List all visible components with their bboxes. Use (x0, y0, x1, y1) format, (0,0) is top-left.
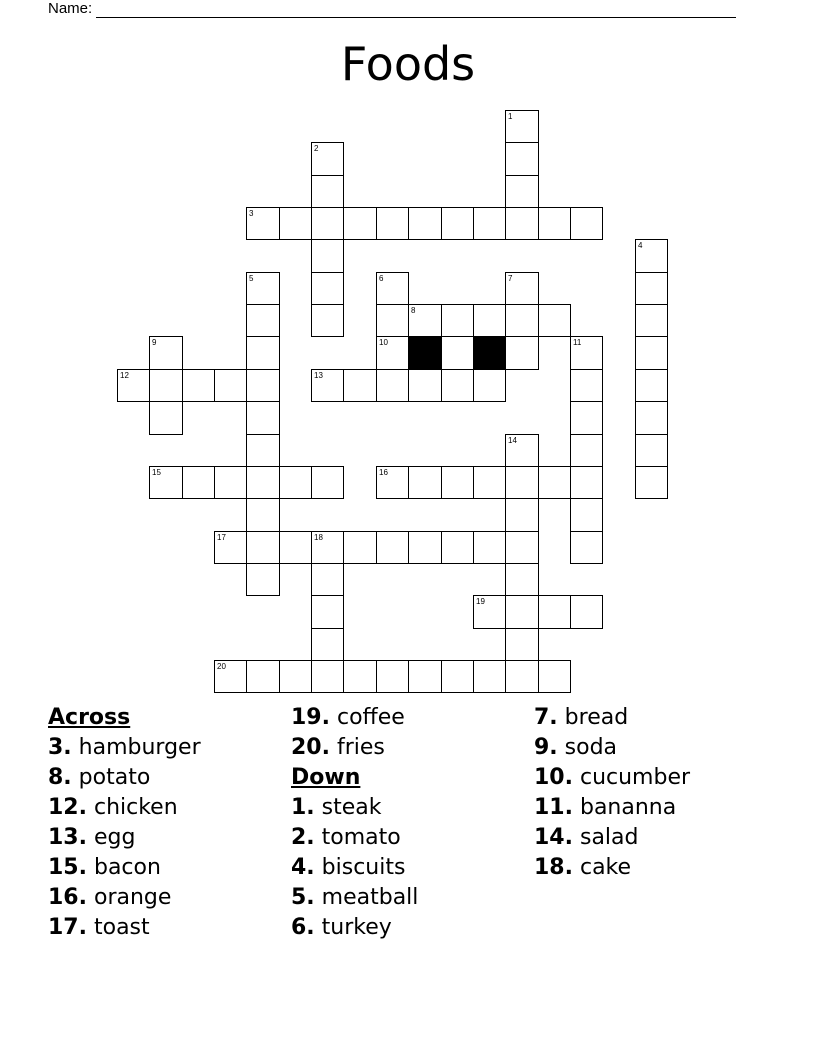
clue-column-2 (291, 703, 418, 943)
clue-item (534, 823, 690, 853)
grid-cell[interactable] (505, 660, 539, 693)
grid-cell[interactable] (505, 628, 539, 661)
grid-cell[interactable] (246, 660, 280, 693)
puzzle-title: Foods (340, 37, 476, 91)
clue-text: turkey (314, 915, 392, 940)
grid-cell[interactable] (182, 369, 215, 402)
grid-cell[interactable] (311, 369, 344, 402)
clue-number: 11. (534, 795, 573, 820)
grid-cell[interactable] (505, 595, 539, 629)
clue-text: chicken (86, 795, 178, 820)
clue-number-17: 17 (217, 533, 226, 542)
clue-text: cucumber (572, 765, 691, 790)
grid-cell[interactable] (246, 207, 280, 240)
grid-cell[interactable] (311, 628, 344, 661)
clue-number: 10. (534, 765, 573, 790)
grid-cell[interactable] (538, 595, 571, 629)
clue-text: fries (329, 735, 385, 760)
grid-cell[interactable] (408, 660, 442, 693)
grid-cell[interactable] (214, 660, 247, 693)
grid-cell[interactable] (182, 466, 215, 499)
grid-cell[interactable] (246, 272, 280, 305)
clue-text: biscuits (314, 855, 406, 880)
grid-cell[interactable] (570, 466, 603, 499)
grid-cell[interactable] (376, 336, 409, 370)
clue-text: potato (71, 765, 151, 790)
clue-text: steak (314, 795, 382, 820)
clue-number-18: 18 (314, 533, 323, 542)
grid-cell[interactable] (473, 595, 506, 629)
grid-cell[interactable] (570, 595, 603, 629)
grid-cell[interactable] (376, 531, 409, 564)
clue-column-1 (48, 703, 201, 943)
clue-number: 13. (48, 825, 87, 850)
grid-cell[interactable] (505, 336, 539, 370)
clue-item (48, 883, 201, 913)
grid-cell[interactable] (311, 595, 344, 629)
grid-cell[interactable] (279, 660, 312, 693)
grid-cell[interactable] (246, 531, 280, 564)
clue-number-20: 20 (217, 662, 226, 671)
clue-text: egg (86, 825, 136, 850)
grid-cell[interactable] (149, 466, 183, 499)
grid-cell[interactable] (311, 660, 344, 693)
grid-cell[interactable] (246, 498, 280, 532)
grid-cell[interactable] (473, 369, 506, 402)
grid-cell[interactable] (505, 110, 539, 143)
clue-item (291, 793, 418, 823)
clue-text: bacon (86, 855, 161, 880)
grid-cell[interactable] (246, 401, 280, 435)
clue-text: tomato (314, 825, 401, 850)
clue-number-8: 8 (411, 306, 416, 315)
grid-cell[interactable] (311, 563, 344, 596)
grid-cell[interactable] (505, 142, 539, 176)
grid-cell[interactable] (635, 304, 668, 337)
grid-cell[interactable] (149, 336, 183, 370)
clue-number-11: 11 (573, 338, 582, 347)
clue-number: 5. (291, 885, 315, 910)
clue-text: cake (572, 855, 632, 880)
clue-item (291, 703, 418, 733)
grid-cell[interactable] (570, 434, 603, 467)
clue-item (291, 853, 418, 883)
clue-number: 14. (534, 825, 573, 850)
grid-cell[interactable] (538, 207, 571, 240)
grid-cell[interactable] (311, 175, 344, 208)
grid-cell[interactable] (376, 369, 409, 402)
grid-cell[interactable] (246, 434, 280, 467)
grid-cell[interactable] (473, 304, 506, 337)
clue-text: hamburger (71, 735, 201, 760)
clue-item (48, 733, 201, 763)
grid-cell[interactable] (570, 207, 603, 240)
grid-cell[interactable] (311, 239, 344, 273)
grid-cell[interactable] (505, 498, 539, 532)
grid-cell[interactable] (343, 369, 377, 402)
clue-number: 15. (48, 855, 87, 880)
grid-cell[interactable] (538, 660, 571, 693)
clue-number: 12. (48, 795, 87, 820)
grid-cell[interactable] (441, 304, 474, 337)
clue-number-7: 7 (508, 274, 513, 283)
clue-number-6: 6 (379, 274, 384, 283)
clue-text: bread (557, 705, 629, 730)
grid-cell[interactable] (408, 466, 442, 499)
grid-cell[interactable] (311, 304, 344, 337)
grid-cell[interactable] (441, 466, 474, 499)
name-label: Name: (48, 0, 93, 17)
grid-cell[interactable] (408, 369, 442, 402)
grid-cell[interactable] (473, 660, 506, 693)
clue-text: orange (86, 885, 172, 910)
grid-cell[interactable] (408, 207, 442, 240)
grid-cell[interactable] (538, 304, 571, 337)
grid-cell[interactable] (635, 272, 668, 305)
grid-cell[interactable] (214, 369, 247, 402)
grid-cell[interactable] (441, 336, 474, 370)
clue-text: coffee (329, 705, 405, 730)
grid-cell[interactable] (570, 369, 603, 402)
grid-cell[interactable] (635, 401, 668, 435)
clue-item (534, 853, 690, 883)
grid-cell[interactable] (505, 304, 539, 337)
grid-cell[interactable] (635, 336, 668, 370)
clue-number: 4. (291, 855, 315, 880)
grid-cell[interactable] (505, 272, 539, 305)
clue-item (291, 733, 418, 763)
grid-cell[interactable] (279, 207, 312, 240)
grid-cell[interactable] (505, 175, 539, 208)
clue-number: 2. (291, 825, 315, 850)
clue-number-19: 19 (476, 597, 485, 606)
grid-cell[interactable] (214, 531, 247, 564)
grid-cell[interactable] (376, 304, 409, 337)
grid-cell[interactable] (311, 466, 344, 499)
grid-cell[interactable] (246, 336, 280, 370)
clue-text: toast (86, 915, 150, 940)
clue-item (48, 763, 201, 793)
grid-cell[interactable] (214, 466, 247, 499)
clue-text: bananna (572, 795, 677, 820)
grid-cell[interactable] (441, 207, 474, 240)
grid-cell[interactable] (570, 531, 603, 564)
grid-cell[interactable] (570, 401, 603, 435)
clue-number-12: 12 (120, 371, 129, 380)
grid-cell[interactable] (570, 498, 603, 532)
grid-cell[interactable] (311, 272, 344, 305)
clue-number-1: 1 (508, 112, 513, 121)
grid-cell[interactable] (311, 207, 344, 240)
grid-cell[interactable] (408, 531, 442, 564)
clue-item (48, 853, 201, 883)
clue-number: 9. (534, 735, 558, 760)
clue-text: soda (557, 735, 618, 760)
grid-cell[interactable] (376, 466, 409, 499)
clue-number: 8. (48, 765, 72, 790)
grid-cell[interactable] (246, 466, 280, 499)
clue-number: 7. (534, 705, 558, 730)
grid-cell[interactable] (343, 531, 377, 564)
grid-cell[interactable] (343, 207, 377, 240)
grid-cell[interactable] (505, 563, 539, 596)
clue-item (48, 823, 201, 853)
clue-number: 20. (291, 735, 330, 760)
grid-cell[interactable] (570, 336, 603, 370)
grid-cell[interactable] (505, 434, 539, 467)
clue-item (48, 913, 201, 943)
clue-item (291, 823, 418, 853)
grid-cell[interactable] (149, 401, 183, 435)
grid-cell[interactable] (311, 531, 344, 564)
clue-number: 1. (291, 795, 315, 820)
grid-cell[interactable] (473, 531, 506, 564)
grid-cell[interactable] (473, 466, 506, 499)
clue-number: 3. (48, 735, 72, 760)
grid-cell[interactable] (279, 466, 312, 499)
grid-cell[interactable] (635, 434, 668, 467)
clue-number-9: 9 (152, 338, 157, 347)
grid-cell[interactable] (441, 369, 474, 402)
clue-number-4: 4 (638, 241, 643, 250)
clue-number: 19. (291, 705, 330, 730)
clue-number-14: 14 (508, 436, 517, 445)
clue-number: 18. (534, 855, 573, 880)
grid-cell[interactable] (117, 369, 150, 402)
grid-cell[interactable] (246, 304, 280, 337)
grid-cell[interactable] (441, 531, 474, 564)
grid-cell[interactable] (343, 660, 377, 693)
black-square (473, 336, 506, 370)
grid-cell[interactable] (505, 466, 539, 499)
clue-number: 16. (48, 885, 87, 910)
clue-item (534, 793, 690, 823)
clue-item (534, 703, 690, 733)
clue-number-16: 16 (379, 468, 388, 477)
clue-column-3 (534, 703, 690, 883)
clue-number-10: 10 (379, 338, 388, 347)
clue-number-13: 13 (314, 371, 323, 380)
clue-item (291, 883, 418, 913)
grid-cell[interactable] (538, 466, 571, 499)
clue-number-5: 5 (249, 274, 254, 283)
grid-cell[interactable] (635, 466, 668, 499)
clue-number: 6. (291, 915, 315, 940)
clue-number-15: 15 (152, 468, 161, 477)
grid-cell[interactable] (311, 142, 344, 176)
grid-cell[interactable] (246, 369, 280, 402)
clue-number-2: 2 (314, 144, 319, 153)
grid-cell[interactable] (149, 369, 183, 402)
black-square (408, 336, 442, 370)
grid-cell[interactable] (505, 531, 539, 564)
grid-cell[interactable] (441, 660, 474, 693)
grid-cell[interactable] (473, 207, 506, 240)
grid-cell[interactable] (279, 531, 312, 564)
clue-text: meatball (314, 885, 419, 910)
clue-number-3: 3 (249, 209, 254, 218)
clue-item (48, 793, 201, 823)
clue-heading-across: Across (48, 705, 131, 730)
clue-text: salad (572, 825, 639, 850)
grid-cell[interactable] (635, 239, 668, 273)
clue-item (534, 763, 690, 793)
grid-cell[interactable] (246, 563, 280, 596)
clue-item (291, 913, 418, 943)
clue-heading-down: Down (291, 765, 361, 790)
grid-cell[interactable] (376, 207, 409, 240)
grid-cell[interactable] (376, 272, 409, 305)
grid-cell[interactable] (408, 304, 442, 337)
grid-cell[interactable] (505, 207, 539, 240)
clue-number: 17. (48, 915, 87, 940)
clue-item (534, 733, 690, 763)
grid-cell[interactable] (635, 369, 668, 402)
grid-cell[interactable] (376, 660, 409, 693)
